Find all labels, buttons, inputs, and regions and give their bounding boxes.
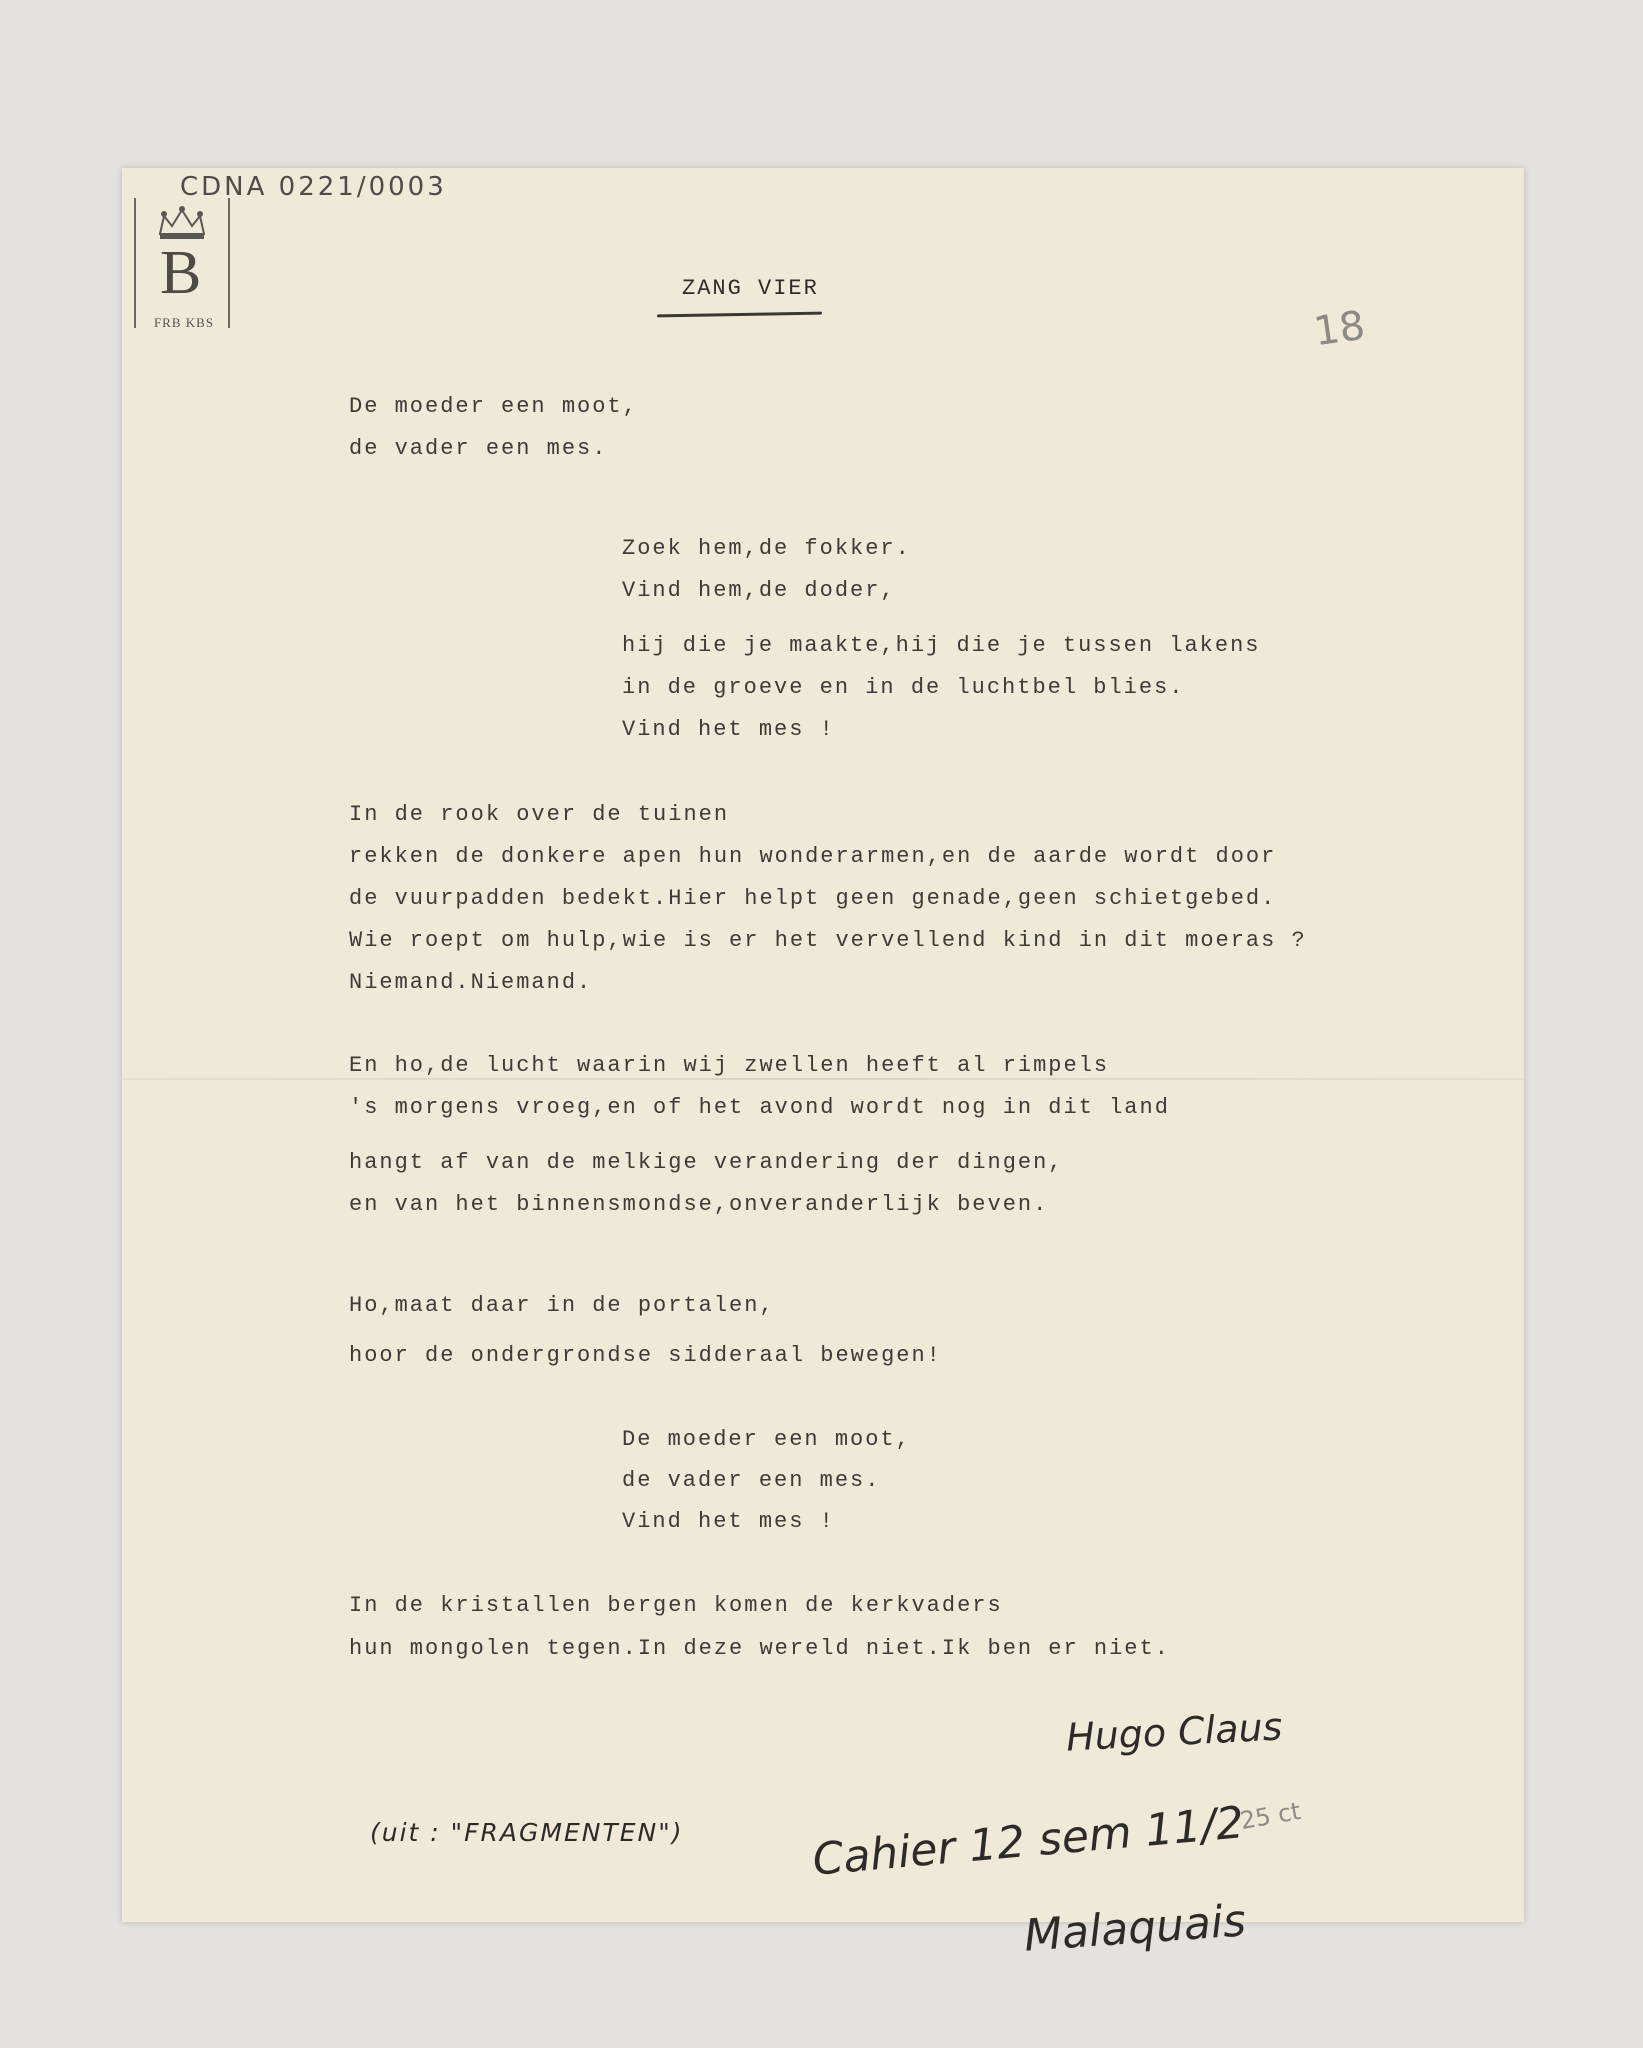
poem-line: in de groeve en in de luchtbel blies. [622, 675, 1185, 700]
poem-line: Vind hem,de doder, [622, 578, 896, 603]
poem-line: hangt af van de melkige verandering der dingen, [349, 1150, 1064, 1175]
poem-line: en van het binnensmondse,onveranderlijk beven. [349, 1192, 1049, 1217]
archive-logo-stamp [134, 198, 230, 328]
poem-line: rekken de donkere apen hun wonderarmen,en de aarde wordt door [349, 844, 1277, 869]
archive-id: CDNA 0221/0003 [180, 172, 447, 202]
poem-line: de vader een mes. [622, 1468, 881, 1493]
poem-line: Niemand.Niemand. [349, 970, 593, 995]
poem-line: hij die je maakte,hij die je tussen lakens [622, 633, 1261, 658]
crown-icon [156, 204, 208, 242]
poem-line: Ho,maat daar in de portalen, [349, 1293, 775, 1318]
poem-line: 's morgens vroeg,en of het avond wordt nog in dit land [349, 1095, 1170, 1120]
poem-line: De moeder een moot, [622, 1427, 911, 1452]
poem-line: Vind het mes ! [622, 717, 835, 742]
poem-line: In de kristallen bergen komen de kerkvaders [349, 1593, 1003, 1618]
poem-line: hun mongolen tegen.In deze wereld niet.Ik ben er niet. [349, 1636, 1170, 1661]
source-note: (uit : "FRAGMENTEN") [370, 1818, 684, 1847]
poem-line: En ho,de lucht waarin wij zwellen heeft al rimpels [349, 1053, 1110, 1078]
logo-subtitle: FRB KBS [153, 315, 215, 330]
title-underline [657, 312, 822, 318]
author-signature: Hugo Claus [1064, 1704, 1284, 1760]
logo-letter: B [160, 239, 202, 307]
publisher-note: Malaquais [1022, 1895, 1248, 1962]
poem-line: In de rook over de tuinen [349, 802, 730, 827]
poem-line: Zoek hem,de fokker. [622, 536, 911, 561]
poem-line: de vader een mes. [349, 436, 608, 461]
poem-line: de vuurpadden bedekt.Hier helpt geen genade,geen schietgebed. [349, 886, 1277, 911]
publication-note: Cahier 12 sem 11/2 [810, 1797, 1246, 1886]
poem-line: Wie roept om hulp,wie is er het vervellend kind in dit moeras ? [349, 928, 1307, 953]
price-note: 25 ct [1238, 1796, 1303, 1836]
poem-line: De moeder een moot, [349, 394, 638, 419]
poem-line: Vind het mes ! [622, 1509, 835, 1534]
paper-sheet [122, 168, 1524, 1962]
page-number: 18 [1311, 302, 1368, 356]
poem-line: hoor de ondergrondse sidderaal bewegen! [349, 1343, 942, 1368]
poem-title: ZANG VIER [682, 276, 819, 301]
